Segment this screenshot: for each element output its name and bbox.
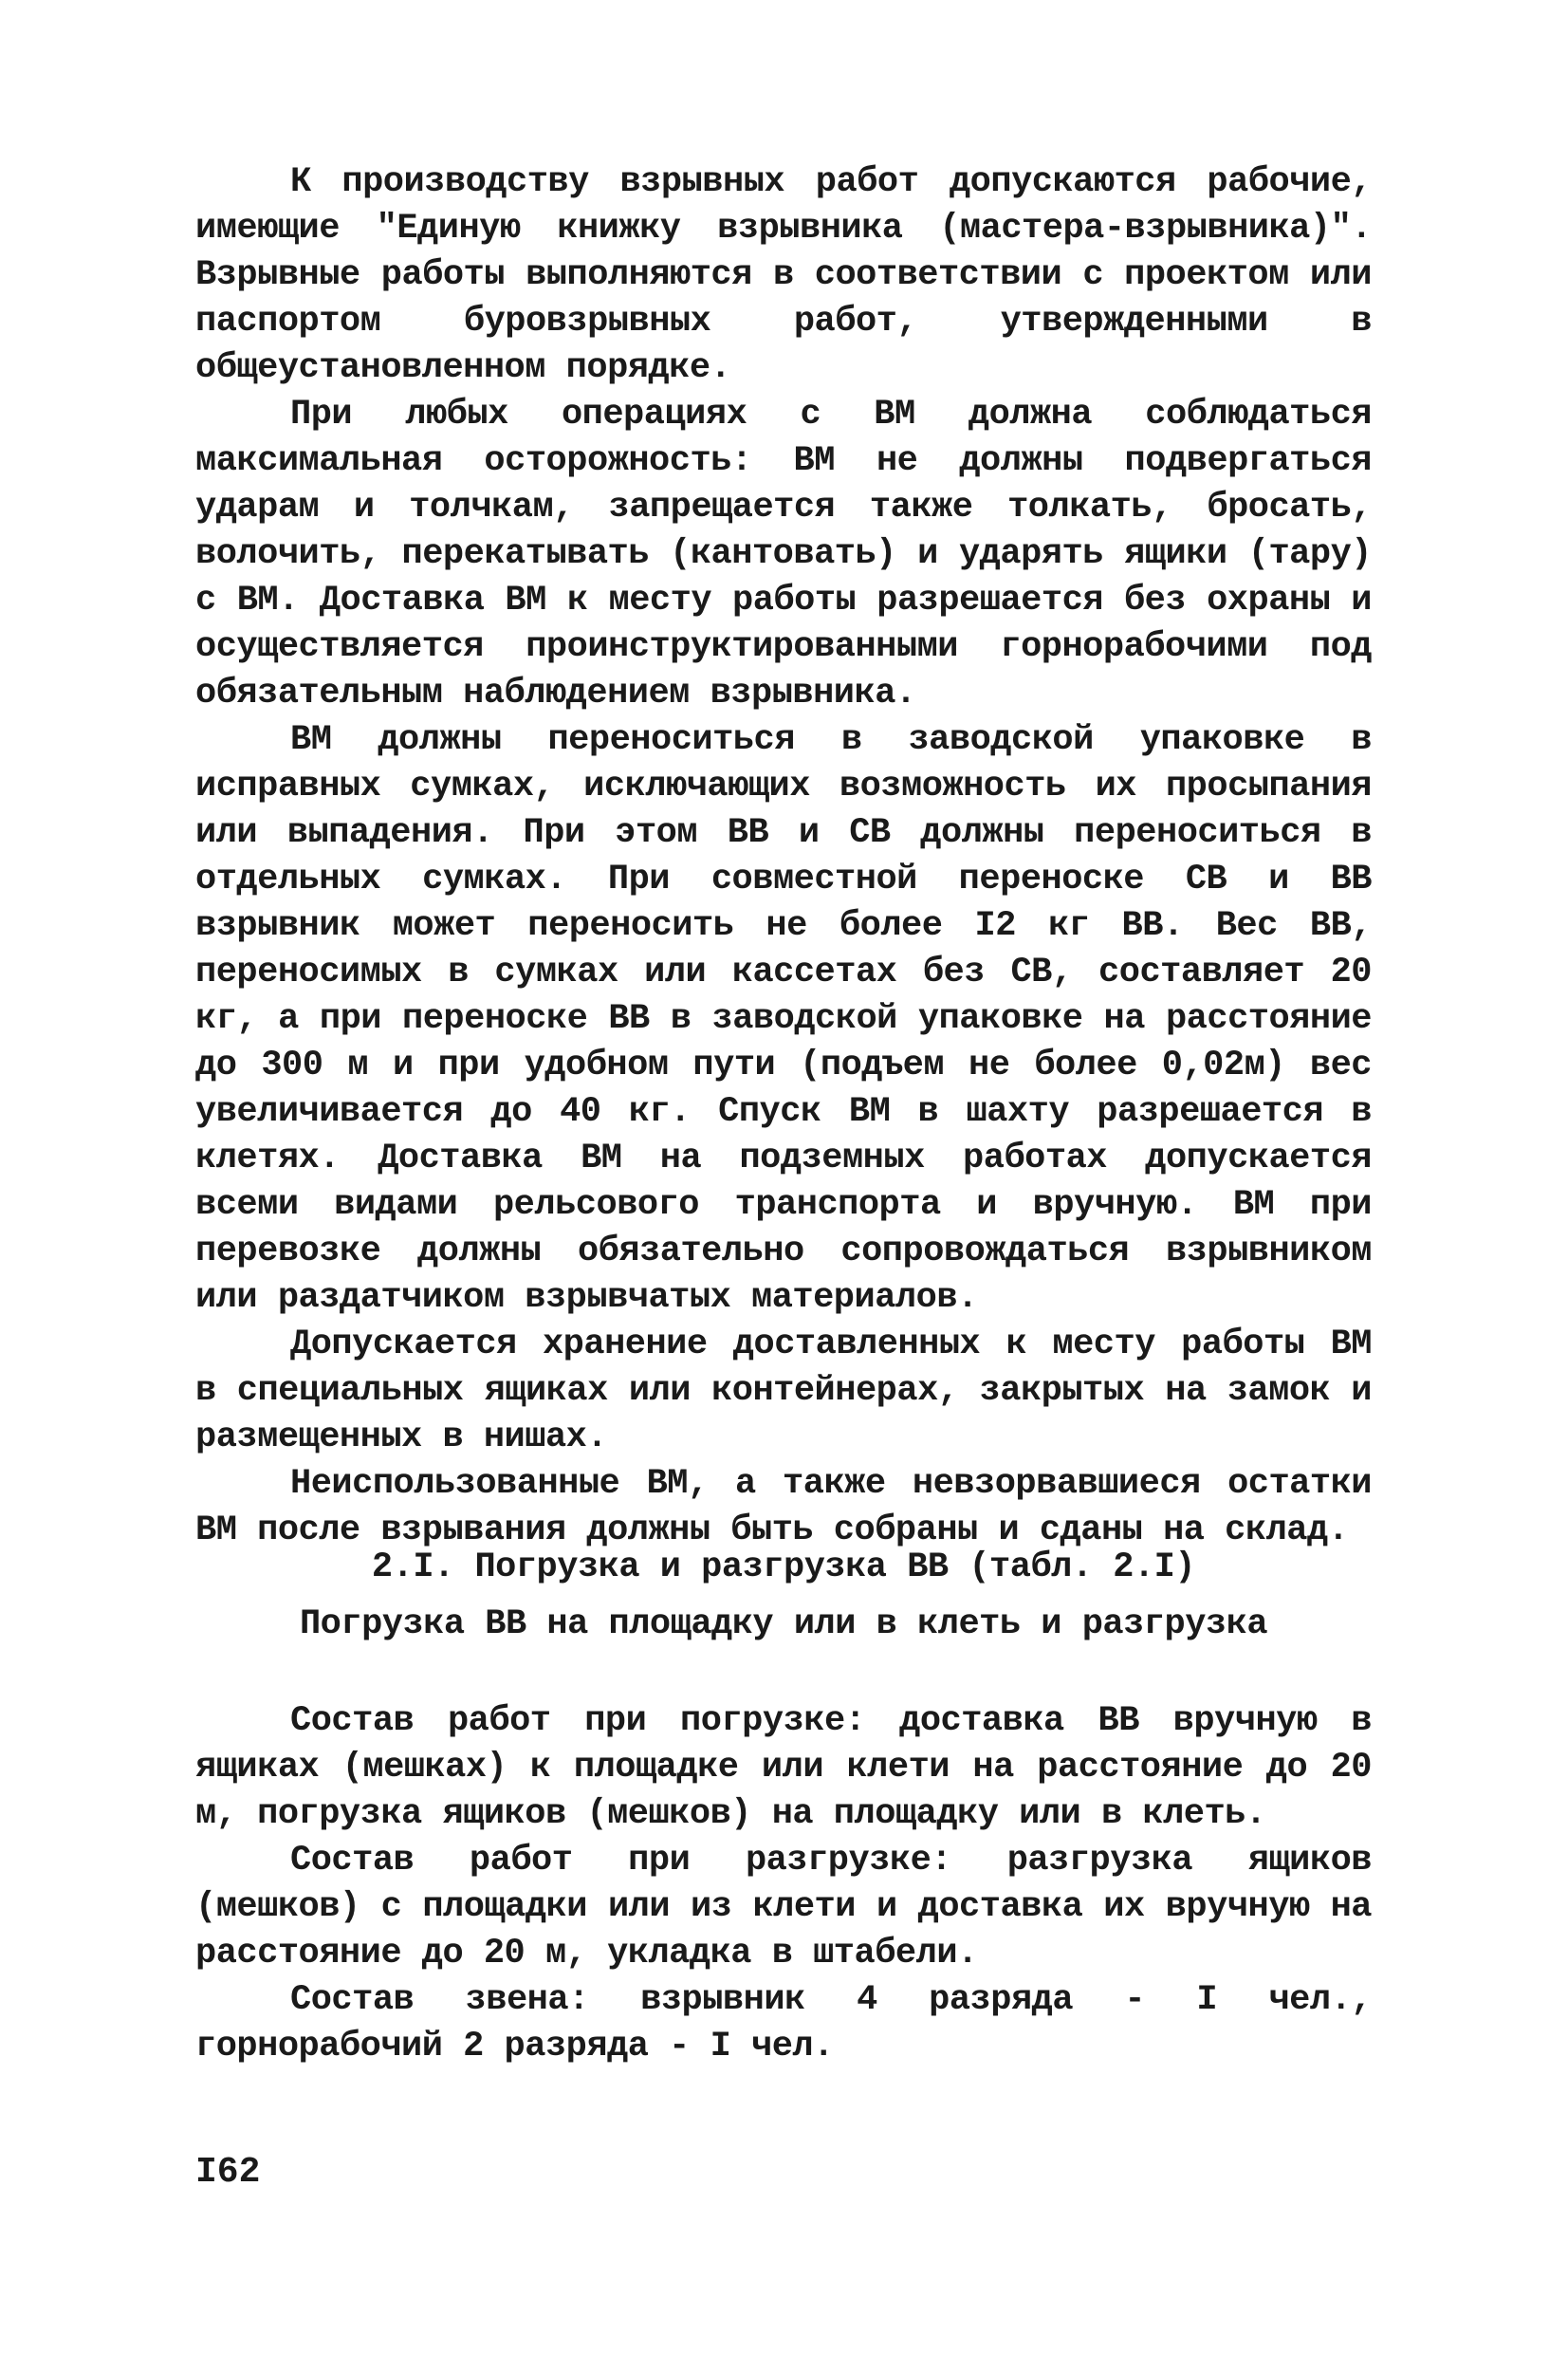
- section-heading: 2.I. Погрузка и разгрузка ВВ (табл. 2.I): [371, 1547, 1196, 1587]
- paragraph-crew: Состав звена: взрывник 4 разряда - I чел., горнорабочий 2 разряда - I чел.: [195, 1980, 1372, 2066]
- page-number: I62: [195, 2152, 261, 2193]
- paragraph-carrying-rules: ВМ должны переноситься в заводской упаковке в исправных сумках, исключающих возможность их просыпания или выпадения. При этом ВВ и СВ должны переноситься в отдельных сумках. При совместной переноске СВ и ВВ взрывник может переносить не более I2 кг ВВ. Вес ВВ, переносимых в сумках или кассетах без СВ, составляет 20 кг, а при переноске ВВ в заводской упаковке на расстояние до 300 м и при удобном пути (подъем не более 0,02м) вес увеличивается до 40 кг. Спуск ВМ в шахту разрешается в клетях. Доставка ВМ на подземных работах допускается всеми видами рельсового транспорта и вручную. ВМ при перевозке должны обязательно сопровождаться взрывником или раздатчиком взрывчатых материалов.: [195, 720, 1372, 1318]
- paragraph-handling-caution: При любых операциях с ВМ должна соблюдаться максимальная осторожность: ВМ не должны подвергаться ударам и толчкам, запрещается также толкать, бросать, волочить, перекатывать (кантовать) и ударять ящики (тару) с ВМ. Доставка ВМ к месту работы разрешается без охраны и осуществляется проинструктированными горнорабочими под обязательным наблюдением взрывника.: [195, 395, 1372, 713]
- body-text-bottom: [195, 1698, 1372, 2070]
- paragraph-admission: К производству взрывных работ допускаются рабочие, имеющие "Единую книжку взрывника (мастера-взрывника)". Взрывные работы выполняются в соответствии с проектом или паспортом буровзрывных работ, утвержденными в общеустановленном порядке.: [195, 162, 1372, 388]
- paragraph-storage: Допускается хранение доставленных к месту работы ВМ в специальных ящиках или контейнерах, закрытых на замок и размещенных в нишах.: [195, 1325, 1372, 1457]
- paragraph-unloading-work: Состав работ при разгрузке: разгрузка ящиков (мешков) с площадки или из клети и доставка их вручную на расстояние до 20 м, укладка в штабели.: [195, 1841, 1372, 1973]
- paragraph-unused-materials: Неиспользованные ВМ, а также невзорвавшиеся остатки ВМ после взрывания должны быть собраны и сданы на склад.: [195, 1464, 1372, 1550]
- body-text-top: [195, 159, 1372, 1554]
- paragraph-loading-work: Состав работ при погрузке: доставка ВВ вручную в ящиках (мешках) к площадке или клети на расстояние до 20 м, погрузка ящиков (мешков) на площадку или в клеть.: [195, 1701, 1372, 1834]
- section-subheading: Погрузка ВВ на площадку или в клеть и разгрузка: [299, 1604, 1268, 1644]
